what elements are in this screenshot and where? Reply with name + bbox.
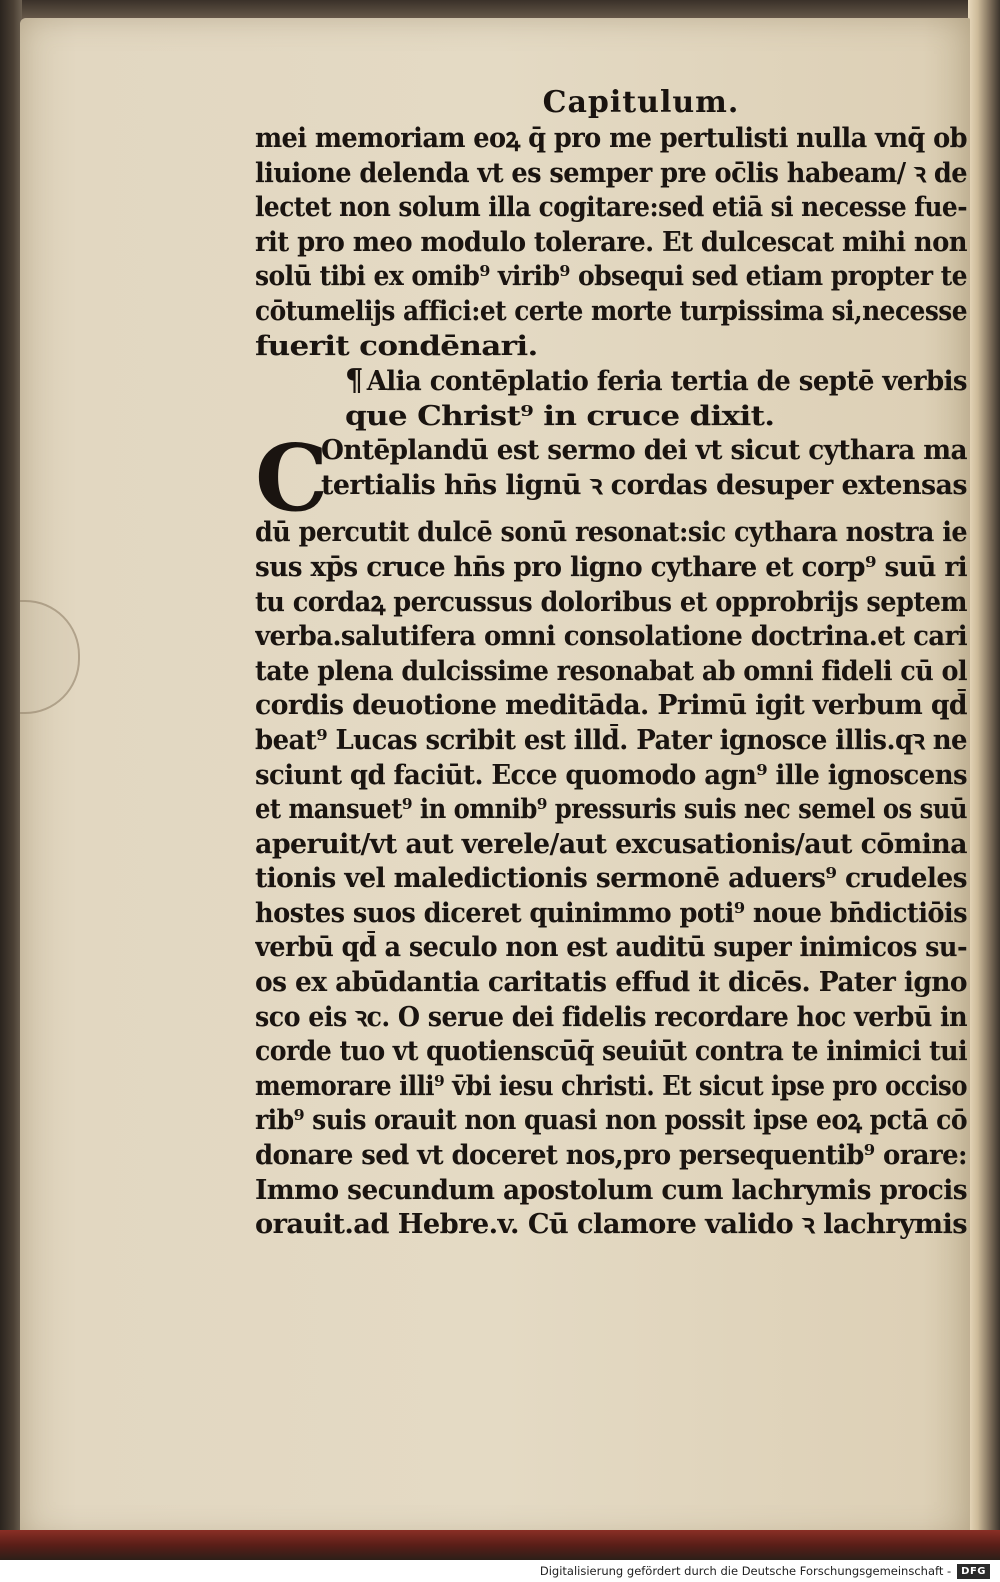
binding-right-edge — [968, 0, 1000, 1560]
rubric — [255, 364, 967, 434]
text-line: verba.salutifera omni consolatione doctrina.et cari — [255, 621, 967, 653]
rubric-line — [345, 364, 967, 400]
text-line: sciunt qd faciūt. Ecce quomodo agn⁹ ille ignoscens — [255, 759, 967, 791]
text-line: sco eis ꝛc. O serue dei fidelis recordare hoc verbū in — [255, 1001, 967, 1033]
clasp-shadow — [20, 600, 80, 714]
text-line: rib⁹ suis orauit non quasi non possit ipse eoꝝ pctā cō — [255, 1105, 967, 1137]
text-line: liuione delenda vt es semper pre oc̄lis habeam/ ꝛ de — [255, 157, 967, 189]
initial-line: tertialis hn̄s lignū ꝛ cordas desuper extensas — [321, 469, 967, 501]
text-line: lectet non solum illa cogitare:sed etiā si necesse fue- — [255, 192, 967, 224]
text-line: orauit.ad Hebre.v. Cū clamore valido ꝛ lachrymis — [255, 1209, 967, 1241]
text-line: beat⁹ Lucas scribit est illd̄. Pater ignosce illis.qꝛ ne — [255, 724, 967, 756]
text-line: cordis deuotione meditāda. Primū igit verbum qd̄ — [255, 690, 967, 722]
text-line: solū tibi ex omib⁹ virib⁹ obsequi sed etiam propter te — [255, 261, 967, 293]
text-line: Immo secundum apostolum cum lachrymis procis — [255, 1174, 967, 1206]
text-line: sus xp̄s cruce hn̄s pro ligno cythare et corp⁹ suū ri — [255, 551, 967, 583]
digitization-footer — [0, 1560, 1000, 1582]
dfg-logo: DFG — [957, 1564, 990, 1579]
page-heading: Capitulum. — [542, 85, 740, 120]
initial-line: Ontēplandū est sermo dei vt sicut cythara ma — [321, 435, 967, 467]
text-line: verbū qd̄ a seculo non est auditū super inimicos su- — [255, 932, 967, 964]
page-text — [255, 86, 967, 1243]
text-line: tu cordaꝝ percussus doloribus et opprobrijs septem — [255, 586, 967, 618]
binding-left — [0, 0, 22, 1560]
binding-top — [0, 0, 1000, 20]
chapter-body — [255, 424, 967, 1242]
binding-bottom — [0, 1530, 1000, 1560]
text-line: hostes suos diceret quinimmo poti⁹ noue bn̄dictiōis — [255, 897, 967, 929]
text-line: dū percutit dulcē sonū resonat:sic cythara nostra ie — [255, 517, 967, 549]
opening-paragraph — [255, 122, 967, 364]
text-line: fuerit condēnari. — [255, 330, 538, 362]
rubric-line-text: Alia contēplatio feria tertia de septē verbis — [366, 366, 967, 398]
body-paragraph — [255, 516, 967, 1242]
text-line: mei memoriam eoꝝ q̄ pro me pertulisti nulla vnq̄ ob — [255, 123, 967, 154]
text-line: cōtumelijs affici:et certe morte turpissima si,necesse — [255, 295, 967, 327]
rubric-line: que Christ⁹ in cruce dixit. — [345, 400, 775, 432]
text-line: et mansuet⁹ in omnib⁹ pressuris suis nec semel os suū — [255, 794, 967, 826]
text-line: tate plena dulcissime resonabat ab omni fideli cū ol — [255, 655, 967, 687]
text-line: tionis vel maledictionis sermonē aduers⁹ crudeles — [255, 863, 967, 895]
text-line: corde tuo vt quotienscūq̄ seuiūt contra te inimici tui — [255, 1036, 967, 1068]
text-line: memorare illi⁹ v̄bi iesu christi. Et sicut ipse pro occiso — [255, 1070, 967, 1102]
text-line: rit pro meo modulo tolerare. Et dulcescat mihi non — [255, 226, 967, 258]
footer-credit: Digitalisierung gefördert durch die Deutsche Forschungsgemeinschaft - — [539, 1564, 952, 1578]
paragraph-mark: ¶ — [345, 364, 363, 399]
text-line: os ex abūdantia caritatis effud it dicēs. Pater igno — [255, 967, 967, 999]
initial-letter: C — [255, 424, 329, 533]
text-line: donare sed vt doceret nos,pro persequentib⁹ orare: — [255, 1140, 967, 1172]
text-line: aperuit/vt aut verele/aut excusationis/aut cōmina — [255, 828, 967, 860]
